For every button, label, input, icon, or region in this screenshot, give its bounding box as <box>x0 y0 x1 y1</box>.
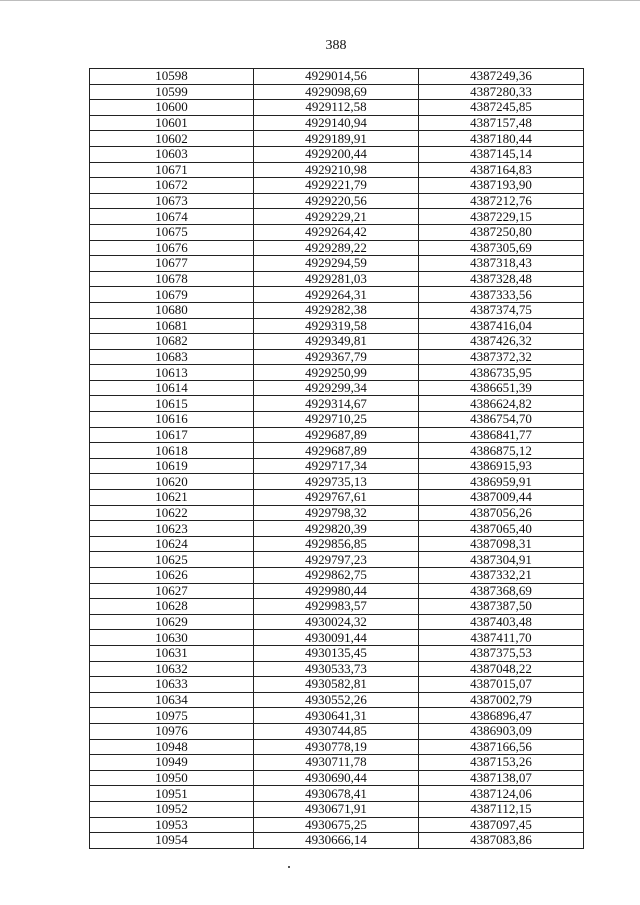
point-number-cell: 10679 <box>90 287 254 303</box>
table-row <box>90 271 584 287</box>
point-number-cell: 10676 <box>90 240 254 256</box>
y-coordinate-cell: 4387426,32 <box>419 334 584 350</box>
table-row <box>90 146 584 162</box>
point-number-cell: 10948 <box>90 739 254 755</box>
point-number-cell: 10618 <box>90 443 254 459</box>
y-coordinate-cell: 4387009,44 <box>419 490 584 506</box>
table-row <box>90 256 584 272</box>
x-coordinate-cell: 4929797,23 <box>254 552 419 568</box>
x-coordinate-cell: 4930711,78 <box>254 755 419 771</box>
table-row <box>90 801 584 817</box>
point-number-cell: 10953 <box>90 817 254 833</box>
point-number-cell: 10620 <box>90 474 254 490</box>
y-coordinate-cell: 4387048,22 <box>419 661 584 677</box>
y-coordinate-cell: 4387166,56 <box>419 739 584 755</box>
x-coordinate-cell: 4929098,69 <box>254 84 419 100</box>
point-number-cell: 10681 <box>90 318 254 334</box>
y-coordinate-cell: 4387305,69 <box>419 240 584 256</box>
table-row <box>90 568 584 584</box>
y-coordinate-cell: 4387164,83 <box>419 162 584 178</box>
point-number-cell: 10617 <box>90 427 254 443</box>
y-coordinate-cell: 4387387,50 <box>419 599 584 615</box>
point-number-cell: 10619 <box>90 458 254 474</box>
top-border-line <box>0 0 640 1</box>
x-coordinate-cell: 4930641,31 <box>254 708 419 724</box>
table-row <box>90 224 584 240</box>
y-coordinate-cell: 4387403,48 <box>419 614 584 630</box>
y-coordinate-cell: 4387332,21 <box>419 568 584 584</box>
y-coordinate-cell: 4387112,15 <box>419 801 584 817</box>
point-number-cell: 10627 <box>90 583 254 599</box>
y-coordinate-cell: 4386915,93 <box>419 458 584 474</box>
table-row <box>90 552 584 568</box>
point-number-cell: 10976 <box>90 723 254 739</box>
point-number-cell: 10675 <box>90 224 254 240</box>
point-number-cell: 10633 <box>90 677 254 693</box>
x-coordinate-cell: 4929856,85 <box>254 536 419 552</box>
y-coordinate-cell: 4387097,45 <box>419 817 584 833</box>
x-coordinate-cell: 4929980,44 <box>254 583 419 599</box>
x-coordinate-cell: 4929220,56 <box>254 193 419 209</box>
y-coordinate-cell: 4387098,31 <box>419 536 584 552</box>
point-number-cell: 10613 <box>90 365 254 381</box>
point-number-cell: 10621 <box>90 490 254 506</box>
table-row <box>90 302 584 318</box>
table-row <box>90 505 584 521</box>
x-coordinate-cell: 4929710,25 <box>254 412 419 428</box>
y-coordinate-cell: 4387280,33 <box>419 84 584 100</box>
table-row <box>90 645 584 661</box>
x-coordinate-cell: 4929767,61 <box>254 490 419 506</box>
point-number-cell: 10629 <box>90 614 254 630</box>
point-number-cell: 10602 <box>90 131 254 147</box>
table-row <box>90 349 584 365</box>
y-coordinate-cell: 4387249,36 <box>419 69 584 85</box>
x-coordinate-cell: 4929798,32 <box>254 505 419 521</box>
table-row <box>90 536 584 552</box>
table-row <box>90 334 584 350</box>
x-coordinate-cell: 4930552,26 <box>254 692 419 708</box>
x-coordinate-cell: 4929299,34 <box>254 380 419 396</box>
x-coordinate-cell: 4929250,99 <box>254 365 419 381</box>
x-coordinate-cell: 4930091,44 <box>254 630 419 646</box>
y-coordinate-cell: 4386896,47 <box>419 708 584 724</box>
point-number-cell: 10954 <box>90 833 254 849</box>
y-coordinate-cell: 4387416,04 <box>419 318 584 334</box>
y-coordinate-cell: 4387015,07 <box>419 677 584 693</box>
point-number-cell: 10950 <box>90 770 254 786</box>
table-row <box>90 209 584 225</box>
x-coordinate-cell: 4929367,79 <box>254 349 419 365</box>
table-row <box>90 521 584 537</box>
x-coordinate-cell: 4929221,79 <box>254 178 419 194</box>
x-coordinate-cell: 4929735,13 <box>254 474 419 490</box>
y-coordinate-cell: 4387083,86 <box>419 833 584 849</box>
table-row <box>90 708 584 724</box>
table-row <box>90 833 584 849</box>
x-coordinate-cell: 4929282,38 <box>254 302 419 318</box>
page-number: 388 <box>325 38 347 53</box>
table-row <box>90 100 584 116</box>
x-coordinate-cell: 4930744,85 <box>254 723 419 739</box>
table-row <box>90 490 584 506</box>
table-row <box>90 69 584 85</box>
point-number-cell: 10624 <box>90 536 254 552</box>
x-coordinate-cell: 4930582,81 <box>254 677 419 693</box>
point-number-cell: 10680 <box>90 302 254 318</box>
x-coordinate-cell: 4929264,42 <box>254 224 419 240</box>
x-coordinate-cell: 4929983,57 <box>254 599 419 615</box>
y-coordinate-cell: 4387328,48 <box>419 271 584 287</box>
x-coordinate-cell: 4929289,22 <box>254 240 419 256</box>
y-coordinate-cell: 4387212,76 <box>419 193 584 209</box>
point-number-cell: 10601 <box>90 115 254 131</box>
point-number-cell: 10671 <box>90 162 254 178</box>
x-coordinate-cell: 4930671,91 <box>254 801 419 817</box>
point-number-cell: 10623 <box>90 521 254 537</box>
table-row <box>90 770 584 786</box>
x-coordinate-cell: 4929820,39 <box>254 521 419 537</box>
x-coordinate-cell: 4930666,14 <box>254 833 419 849</box>
scan-speck <box>288 866 290 868</box>
y-coordinate-cell: 4387250,80 <box>419 224 584 240</box>
point-number-cell: 10628 <box>90 599 254 615</box>
table-row <box>90 318 584 334</box>
table-row <box>90 599 584 615</box>
point-number-cell: 10599 <box>90 84 254 100</box>
coordinates-table-body <box>90 69 584 849</box>
point-number-cell: 10598 <box>90 69 254 85</box>
point-number-cell: 10672 <box>90 178 254 194</box>
y-coordinate-cell: 4387304,91 <box>419 552 584 568</box>
x-coordinate-cell: 4929717,34 <box>254 458 419 474</box>
table-row <box>90 162 584 178</box>
table-row <box>90 443 584 459</box>
y-coordinate-cell: 4387318,43 <box>419 256 584 272</box>
y-coordinate-cell: 4386624,82 <box>419 396 584 412</box>
table-row <box>90 458 584 474</box>
x-coordinate-cell: 4929349,81 <box>254 334 419 350</box>
point-number-cell: 10674 <box>90 209 254 225</box>
table-row <box>90 614 584 630</box>
x-coordinate-cell: 4929210,98 <box>254 162 419 178</box>
x-coordinate-cell: 4929314,67 <box>254 396 419 412</box>
y-coordinate-cell: 4387124,06 <box>419 786 584 802</box>
y-coordinate-cell: 4386651,39 <box>419 380 584 396</box>
table-row <box>90 84 584 100</box>
y-coordinate-cell: 4387145,14 <box>419 146 584 162</box>
table-row <box>90 786 584 802</box>
point-number-cell: 10677 <box>90 256 254 272</box>
x-coordinate-cell: 4929294,59 <box>254 256 419 272</box>
point-number-cell: 10683 <box>90 349 254 365</box>
y-coordinate-cell: 4387374,75 <box>419 302 584 318</box>
table-row <box>90 240 584 256</box>
table-row <box>90 365 584 381</box>
table-row <box>90 427 584 443</box>
x-coordinate-cell: 4929687,89 <box>254 427 419 443</box>
point-number-cell: 10616 <box>90 412 254 428</box>
table-row <box>90 380 584 396</box>
x-coordinate-cell: 4929140,94 <box>254 115 419 131</box>
table-row <box>90 287 584 303</box>
x-coordinate-cell: 4929189,91 <box>254 131 419 147</box>
y-coordinate-cell: 4387229,15 <box>419 209 584 225</box>
table-row <box>90 661 584 677</box>
y-coordinate-cell: 4387368,69 <box>419 583 584 599</box>
table-row <box>90 723 584 739</box>
point-number-cell: 10626 <box>90 568 254 584</box>
x-coordinate-cell: 4929687,89 <box>254 443 419 459</box>
table-row <box>90 583 584 599</box>
point-number-cell: 10614 <box>90 380 254 396</box>
y-coordinate-cell: 4386959,91 <box>419 474 584 490</box>
point-number-cell: 10625 <box>90 552 254 568</box>
y-coordinate-cell: 4387180,44 <box>419 131 584 147</box>
y-coordinate-cell: 4387065,40 <box>419 521 584 537</box>
table-row <box>90 677 584 693</box>
x-coordinate-cell: 4929319,58 <box>254 318 419 334</box>
point-number-cell: 10673 <box>90 193 254 209</box>
x-coordinate-cell: 4930778,19 <box>254 739 419 755</box>
y-coordinate-cell: 4387375,53 <box>419 645 584 661</box>
x-coordinate-cell: 4929862,75 <box>254 568 419 584</box>
y-coordinate-cell: 4387411,70 <box>419 630 584 646</box>
table-row <box>90 817 584 833</box>
y-coordinate-cell: 4387333,56 <box>419 287 584 303</box>
point-number-cell: 10634 <box>90 692 254 708</box>
table-row <box>90 755 584 771</box>
x-coordinate-cell: 4929281,03 <box>254 271 419 287</box>
coordinates-table <box>89 68 584 849</box>
y-coordinate-cell: 4386903,09 <box>419 723 584 739</box>
point-number-cell: 10630 <box>90 630 254 646</box>
table-row <box>90 474 584 490</box>
x-coordinate-cell: 4930675,25 <box>254 817 419 833</box>
point-number-cell: 10632 <box>90 661 254 677</box>
y-coordinate-cell: 4386875,12 <box>419 443 584 459</box>
x-coordinate-cell: 4929229,21 <box>254 209 419 225</box>
y-coordinate-cell: 4386754,70 <box>419 412 584 428</box>
y-coordinate-cell: 4386735,95 <box>419 365 584 381</box>
y-coordinate-cell: 4387245,85 <box>419 100 584 116</box>
x-coordinate-cell: 4929264,31 <box>254 287 419 303</box>
table-row <box>90 692 584 708</box>
table-row <box>90 115 584 131</box>
x-coordinate-cell: 4930533,73 <box>254 661 419 677</box>
point-number-cell: 10622 <box>90 505 254 521</box>
point-number-cell: 10682 <box>90 334 254 350</box>
table-row <box>90 178 584 194</box>
x-coordinate-cell: 4930678,41 <box>254 786 419 802</box>
table-row <box>90 396 584 412</box>
table-row <box>90 739 584 755</box>
y-coordinate-cell: 4387193,90 <box>419 178 584 194</box>
y-coordinate-cell: 4387372,32 <box>419 349 584 365</box>
y-coordinate-cell: 4386841,77 <box>419 427 584 443</box>
point-number-cell: 10975 <box>90 708 254 724</box>
point-number-cell: 10951 <box>90 786 254 802</box>
point-number-cell: 10615 <box>90 396 254 412</box>
y-coordinate-cell: 4387056,26 <box>419 505 584 521</box>
x-coordinate-cell: 4929112,58 <box>254 100 419 116</box>
y-coordinate-cell: 4387153,26 <box>419 755 584 771</box>
y-coordinate-cell: 4387138,07 <box>419 770 584 786</box>
x-coordinate-cell: 4930135,45 <box>254 645 419 661</box>
point-number-cell: 10949 <box>90 755 254 771</box>
point-number-cell: 10603 <box>90 146 254 162</box>
x-coordinate-cell: 4929200,44 <box>254 146 419 162</box>
x-coordinate-cell: 4929014,56 <box>254 69 419 85</box>
point-number-cell: 10678 <box>90 271 254 287</box>
table-row <box>90 630 584 646</box>
x-coordinate-cell: 4930690,44 <box>254 770 419 786</box>
table-row <box>90 412 584 428</box>
y-coordinate-cell: 4387157,48 <box>419 115 584 131</box>
point-number-cell: 10631 <box>90 645 254 661</box>
point-number-cell: 10600 <box>90 100 254 116</box>
x-coordinate-cell: 4930024,32 <box>254 614 419 630</box>
point-number-cell: 10952 <box>90 801 254 817</box>
y-coordinate-cell: 4387002,79 <box>419 692 584 708</box>
table-row <box>90 193 584 209</box>
table-row <box>90 131 584 147</box>
